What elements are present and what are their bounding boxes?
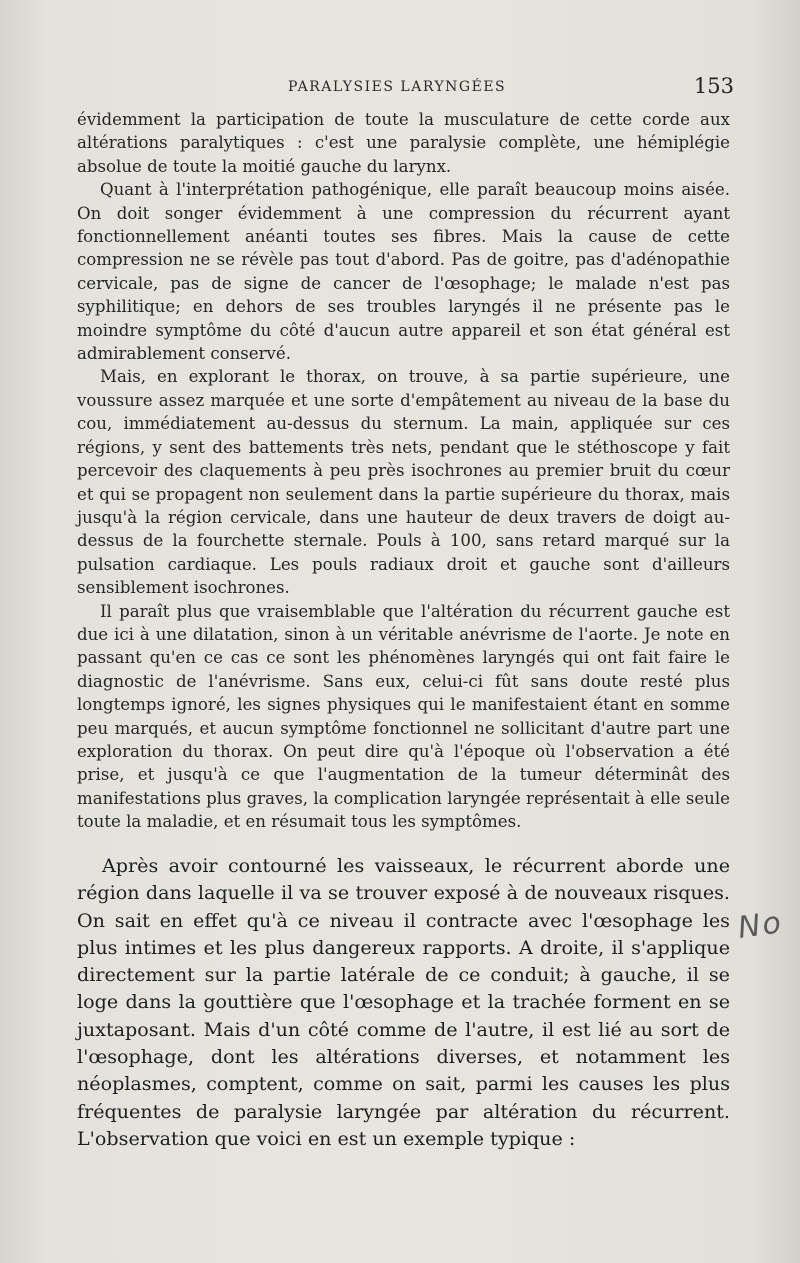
paragraph-anevrisme: Il paraît plus que vraisemblable que l'altération du récurrent gauche est due ici à une dilatation, sinon à un véritable anévrisme de l'aorte. Je note en passant qu'en ce cas ce sont les phénomènes laryngés qui ont fait faire le diagnostic de l'anévrisme. Sans eux, celui-ci fût sans doute resté plus longtemps ignoré, les signes physiques qui le manifestaient étant en somme peu marqués, et aucun symptôme fonctionnel ne sollicitant d'autre part une exploration du thorax. On peut dire qu'à l'époque où l'observation a été prise, et jusqu'à ce que l'augmentation de la tumeur déterminât des manifestations plus graves, la complication laryngée représentait à elle seule toute la maladie, et en résumait tous les symptômes.: [77, 601, 730, 832]
handwritten-margin-note: No: [735, 905, 786, 946]
paragraph-continuation: évidemment la participation de toute la musculature de cette corde aux altérations paralytiques : c'est une paralysie complète, une hémiplégie absolue de toute la moitié gauche du larynx.: [77, 110, 730, 176]
body-text-small: [77, 108, 730, 834]
page-number: 153: [693, 74, 734, 98]
paragraph-oesophage: Après avoir contourné les vaisseaux, le récurrent aborde une région dans laquelle il va se trouver exposé à de nouveaux risques. On sait en effet qu'à ce niveau il contracte avec l'œsophage les plus intimes et les plus dangereux rapports. A droite, il s'applique directement sur la partie latérale de ce conduit; à gauche, il se loge dans la gouttière que l'œsophage et la trachée forment en se juxtaposant. Mais d'un côté comme de l'autre, il est lié au sort de l'œsophage, dont les altérations diverses, et notamment les néoplasmes, comptent, comme on sait, parmi les causes les plus fréquentes de paralysie laryngée par altération du récurrent. L'observation que voici en est un exemple typique :: [77, 854, 730, 1150]
paragraph-thorax: Mais, en explorant le thorax, on trouve, à sa partie supérieure, une voussure assez marquée et une sorte d'empâtement au niveau de la base du cou, immédiatement au-dessus du sternum. La main, appliquée sur ces régions, y sent des battements très nets, pendant que le stéthoscope y fait percevoir des claquements à peu près isochrones au premier bruit du cœur et qui se propagent non seulement dans la partie supérieure du thorax, mais jusqu'à la région cervicale, dans une hauteur de deux travers de doigt au-dessus de la fourchette sternale. Pouls à 100, sans retard marqué sur la pulsation cardiaque. Les pouls radiaux droit et gauche sont d'ailleurs sensiblement isochrones.: [77, 367, 730, 598]
paragraph-pathogenie: Quant à l'interprétation pathogénique, elle paraît beaucoup moins aisée. On doit songer évidemment à une compression du récurrent ayant fonctionnellement anéanti toutes ses fibres. Mais la cause de cette compression ne se révèle pas tout d'abord. Pas de goitre, pas d'adénopathie cervicale, pas de signe de cancer de l'œsophage; le malade n'est pas syphilitique; en dehors de ses troubles laryngés il ne présente pas le moindre symptôme du côté d'aucun autre appareil et son état général est admirablement conservé.: [77, 180, 730, 364]
page-header: [78, 76, 734, 102]
running-title: PARALYSIES LARYNGÉES: [288, 79, 507, 95]
body-text-large: [77, 852, 730, 1152]
